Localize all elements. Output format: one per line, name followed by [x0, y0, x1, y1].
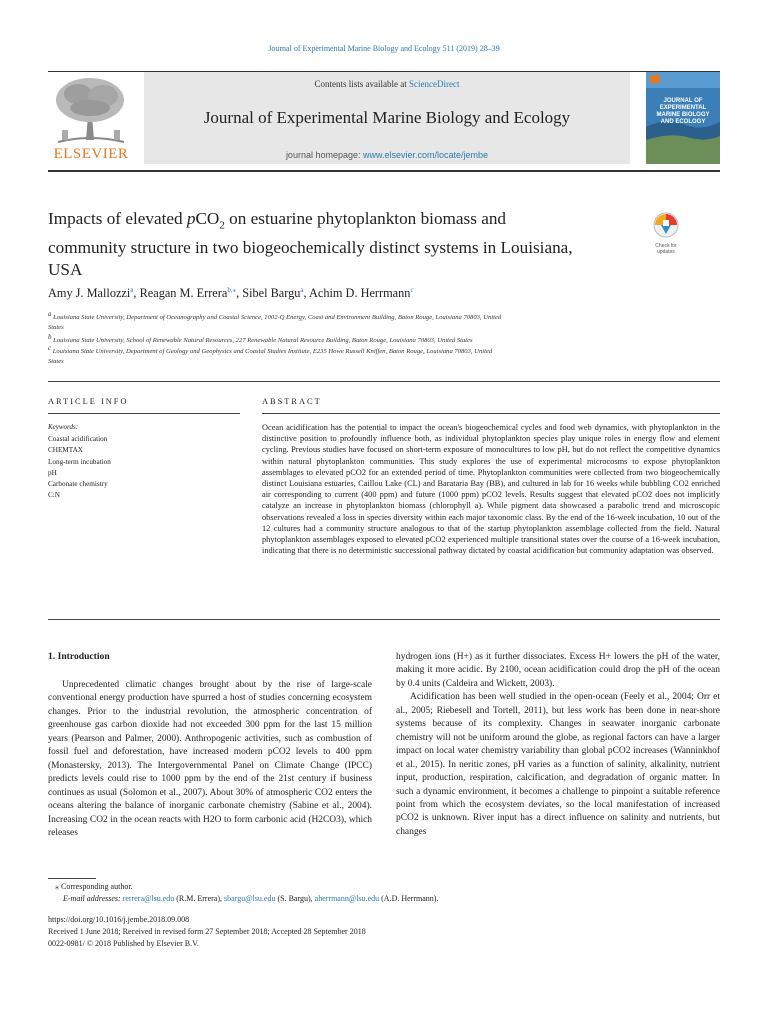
copyright-line: 0022-0981/ © 2018 Published by Elsevier B.V.: [48, 939, 199, 948]
keywords-label: Keywords:: [48, 423, 79, 431]
contents-prefix: Contents lists available at: [314, 79, 409, 89]
affiliation-a: a Louisiana State University, Department of Oceanography and Coastal Science, 1002-Q Energy, Coast and Environment Building, Baton Rouge, Louisiana 70803, United States: [48, 310, 502, 331]
divider: [48, 381, 720, 382]
email-label: E-mail addresses:: [63, 894, 123, 903]
check-for-updates-button[interactable]: [646, 212, 686, 256]
author-list: Amy J. Mallozzi$^a$, Reagan M. Errera$^{b,⁎}$, Sibel Bargu$^a$, Achim D. Herrmann$^c$: [48, 286, 414, 301]
intro-left-column: [48, 679, 372, 840]
author: Reagan M. Errera$^{b,⁎}$: [139, 286, 237, 301]
author: Achim D. Herrmann$^c$: [309, 286, 414, 301]
crossmark-icon: [646, 212, 686, 238]
author-affiliation-link[interactable]: a: [130, 286, 134, 294]
author-affiliation-link[interactable]: a: [300, 286, 304, 294]
intro-paragraph: Acidification has been well studied in the open-ocean (Feely et al., 2004; Orr et al., 2005; Riebesell and Tortell, 2011), but less work has been done in near-shore systems because of its complexity. Changes in seawater inorganic carbonate chemistry will not be uniform around the globe, as regional factors can have a larger impact on local water chemistry variability than global pCO2 increases (Wanninkhof et al., 2015). In neritic zones, pH varies as a function of salinity, alkalinity, nutrient input, production, respiration, calcification, and degradation of organic matter. In such a dynamic environment, it becomes a challenge to pinpoint a suitable reference point from which the ecosystem deviates, so the local manifestation of increased pCO2 is unknown. River input has a direct influence on salinity and nutrients, but changes: [396, 692, 720, 837]
email-link[interactable]: rerrera@lsu.edu: [122, 894, 175, 903]
keyword-item: C:N: [48, 491, 60, 499]
divider: [48, 413, 240, 414]
homepage-link[interactable]: www.elsevier.com/locate/jembe: [363, 150, 489, 160]
cover-title: JOURNAL OF EXPERIMENTAL MARINE BIOLOGY AND ECOLOGY: [656, 98, 710, 125]
elsevier-logo[interactable]: [48, 72, 134, 164]
title-part: Impacts of elevated: [48, 209, 187, 228]
divider: [262, 413, 720, 414]
corresponding-author-note: ⁎ Corresponding author.: [55, 882, 133, 891]
author: Sibel Bargu$^a$: [242, 286, 304, 301]
affiliation-b: b Louisiana State University, School of Renewable Natural Resources, 227 Renewable Natural Resource Building, Baton Rouge, Louisiana 70803, United States: [48, 333, 473, 345]
divider: [48, 619, 720, 620]
footnote-rule: [48, 878, 96, 879]
affiliation-c: c Louisiana State University, Department of Geology and Geophysics and Coastal Studies Institute, E235 Howe Russell Kniffen, Baton Rouge, Louisiana 70803, United States: [48, 344, 493, 365]
header-bottom-rule: [48, 170, 720, 172]
homepage-label: journal homepage:: [285, 150, 363, 160]
keyword-item: CHEMTAX: [48, 446, 83, 454]
received-dates: Received 1 June 2018; Received in revised form 27 September 2018; Accepted 28 September 2018: [48, 927, 366, 936]
journal-banner: [144, 72, 630, 164]
homepage-line: [144, 150, 630, 160]
journal-header: [48, 72, 720, 164]
keyword-item: Long-term incubation: [48, 458, 111, 466]
abstract-text: Ocean acidification has the potential to impact the ocean's biogeochemical cycles and food web dynamics, with phytoplankton in the distinctive position to profoundly influence both, as individual phytoplankton species play unique roles in energy flow and element cycling. Previous studies have focused on short-term exposure of monocultures to low pH, but do not reflect the competitive dynamics within natural phytoplankton communities. This study explores the use of experimental microcosms to expose phytoplankton assemblages to elevated pCO2 for an extended period of time. Phytoplankton communities were collected from two biogeochemically distinct Louisiana estuaries, Caillou Lake (CL) and Barataria Bay (BB), and cultured in lab for 16 weeks while bubbling CO2 enriched air corresponding to current (400 ppm) and future (1000 ppm) pCO2 levels. Results suggest that elevated pCO2 does not implicitly catalyze an increase in phytoplankton biomass (chlorophyll a). While pigment data showcased a parabolic trend and microscopic observations revealed a loss in species diversity within each major taxonomic class. By the end of the 16-week incubation, 10 out of the 12 cultures had a community structure analogous to that of the startup phytoplankton assemblage collected from the field. Natural phytoplankton assemblages exposed to elevated pCO2 experienced multiple transitional states over the course of a 16-week incubation, indicating that there is no deterministic successional pathway dictated by coastal acidification but community adaptation was observed.: [262, 423, 720, 556]
doi-link[interactable]: https://doi.org/10.1016/j.jembe.2018.09.008: [48, 915, 190, 924]
intro-paragraph: hydrogen ions (H+) as it further dissociates. Excess H+ lowers the pH of the water, making it more acidic. By 2100, ocean acidification could drop the pH of the ocean by 0.4 units (Caldeira and Wickett, 2003).: [396, 652, 720, 689]
journal-cover[interactable]: [646, 72, 720, 164]
title-italic-p: p: [186, 209, 196, 228]
crossmark-line1: Check for: [655, 243, 677, 249]
journal-title: Journal of Experimental Marine Biology and Ecology: [203, 108, 571, 127]
crossmark-label: [646, 243, 686, 255]
journal-citation[interactable]: Journal of Experimental Marine Biology and Ecology 511 (2019) 28–39: [268, 44, 500, 53]
author-affiliation-link[interactable]: c: [410, 286, 414, 294]
email-link[interactable]: aherrmann@lsu.edu: [314, 894, 380, 903]
title-line2: community structure in two biogeochemically distinct systems in Louisiana,: [48, 237, 573, 257]
title-part: CO: [195, 209, 220, 228]
article-info-heading: ARTICLE INFO: [48, 397, 129, 406]
intro-right-column: [396, 651, 720, 839]
title-subscript: 2: [219, 219, 225, 232]
title-line3: USA: [48, 260, 83, 280]
keyword-item: pH: [48, 469, 57, 477]
email-addresses: E-mail addresses: rerrera@lsu.edu (R.M. Errera), sbargu@lsu.edu (S. Bargu), aherrmann@lsu.edu (A.D. Herrmann).: [63, 894, 439, 903]
sciencedirect-link[interactable]: ScienceDirect: [409, 79, 460, 89]
elsevier-wordmark: ELSEVIER: [53, 146, 129, 162]
section-heading-introduction: 1. Introduction: [48, 651, 110, 662]
keyword-item: Carbonate chemistry: [48, 480, 108, 488]
keyword-item: Coastal acidification: [48, 435, 108, 443]
article-title: [48, 208, 638, 282]
author: Amy J. Mallozzi$^a$: [48, 286, 134, 301]
contents-line: [144, 79, 630, 89]
abstract-heading: ABSTRACT: [262, 397, 322, 406]
title-part: on estuarine phytoplankton biomass and: [224, 209, 507, 228]
author-affiliation-link[interactable]: b,⁎: [227, 286, 237, 294]
crossmark-line2: updates: [657, 249, 675, 255]
email-link[interactable]: sbargu@lsu.edu: [224, 894, 276, 903]
intro-paragraph: Unprecedented climatic changes brought about by the rise of large-scale conventional energy production have spurred a host of studies concerning ecosystem changes. Prior to the industrial revolution, the atmospheric concentration of greenhouse gas carbon dioxide had not exceeded 300 ppm for the last 15 million years (Pearson and Palmer, 2000). Anthropogenic activities, such as combustion of fossil fuel and deforestation, have increased modern pCO2 levels to 400 ppm (Monastersky, 2013). The Intergovernmental Panel on Climate Change (IPCC) predicts levels could rise to 1000 ppm by the end of the 21st century if business continues as usual (Solomon et al., 2007). About 30% of atmospheric CO2 enters the oceans altering the balance of inorganic carbonate chemistry (Sabine et al., 2004). Increasing CO2 in the ocean reacts with H2O to form carbonic acid (H2CO3), which releases: [48, 680, 372, 838]
